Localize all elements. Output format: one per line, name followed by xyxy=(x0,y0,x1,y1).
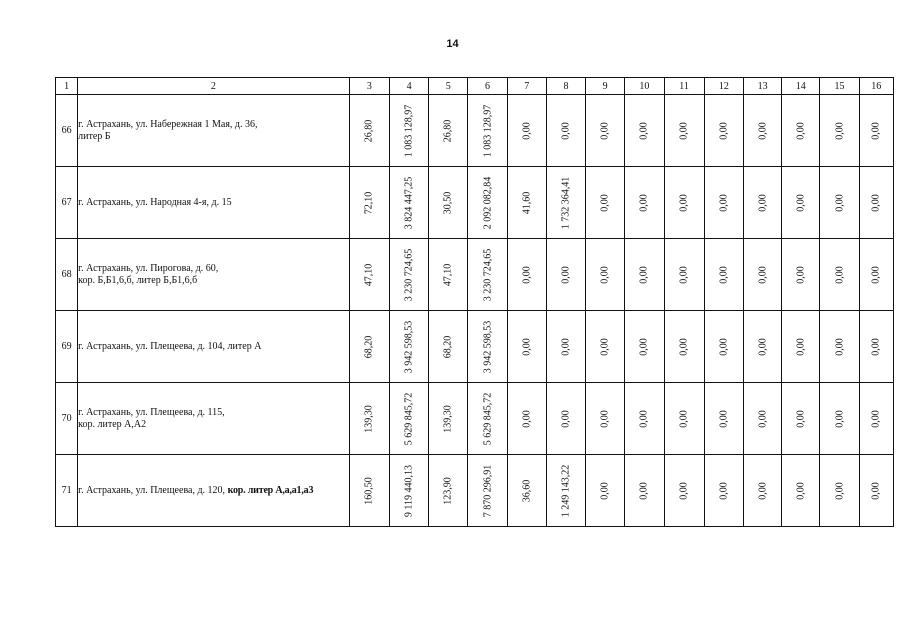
row-number: 71 xyxy=(56,455,78,527)
value-cell-col-10 xyxy=(625,95,664,167)
column-header-3: 3 xyxy=(349,78,389,95)
value-cell-col-6 xyxy=(468,311,507,383)
value-cell-col-8 xyxy=(546,239,585,311)
value-cell-col-12 xyxy=(704,311,743,383)
value-text: 0,00 xyxy=(560,121,572,140)
value-text: 0,00 xyxy=(678,337,690,356)
address-extra: кор. литер А,а,а1,а3 xyxy=(227,484,314,496)
value-text: 0,00 xyxy=(599,121,611,140)
value-text: 30,50 xyxy=(442,191,454,214)
value-text: 0,00 xyxy=(678,121,690,140)
value-cell-col-11 xyxy=(664,383,704,455)
value-cell-col-9 xyxy=(586,455,625,527)
value-cell-col-16 xyxy=(859,383,893,455)
value-cell-col-4 xyxy=(389,239,428,311)
address-cell xyxy=(78,383,350,455)
value-cell-col-10 xyxy=(625,311,664,383)
value-text: 0,00 xyxy=(521,337,533,356)
value-cell-col-8 xyxy=(546,383,585,455)
value-text: 0,00 xyxy=(757,337,769,356)
address-cell xyxy=(78,167,350,239)
value-text: 0,00 xyxy=(834,193,845,212)
value-text: 0,00 xyxy=(870,481,882,500)
value-cell-col-5 xyxy=(429,455,468,527)
value-text: 9 119 440,13 xyxy=(403,464,415,517)
value-text: 0,00 xyxy=(834,409,845,428)
value-text: 160,50 xyxy=(363,476,375,505)
value-text: 68,20 xyxy=(363,335,375,358)
value-cell-col-4 xyxy=(389,311,428,383)
value-cell-col-5 xyxy=(429,239,468,311)
value-text: 139,30 xyxy=(363,404,375,433)
value-text: 0,00 xyxy=(678,265,690,284)
value-cell-col-3 xyxy=(349,311,389,383)
value-text: 0,00 xyxy=(678,481,690,500)
value-cell-col-11 xyxy=(664,311,704,383)
value-text: 0,00 xyxy=(521,265,533,284)
value-cell-col-10 xyxy=(625,167,664,239)
value-cell-col-11 xyxy=(664,455,704,527)
value-cell-col-12 xyxy=(704,95,743,167)
value-text: 68,20 xyxy=(442,335,454,358)
table-row xyxy=(56,455,894,527)
value-cell-col-5 xyxy=(429,311,468,383)
value-cell-col-7 xyxy=(507,167,546,239)
value-text: 3 942 598,53 xyxy=(482,320,494,373)
value-cell-col-10 xyxy=(625,383,664,455)
column-header-10: 10 xyxy=(625,78,664,95)
value-cell-col-4 xyxy=(389,95,428,167)
value-text: 0,00 xyxy=(718,193,730,212)
row-number: 69 xyxy=(56,311,78,383)
table-body xyxy=(56,95,894,527)
value-text: 0,00 xyxy=(757,193,769,212)
column-header-7: 7 xyxy=(507,78,546,95)
value-text: 0,00 xyxy=(718,265,730,284)
value-cell-col-7 xyxy=(507,95,546,167)
value-cell-col-13 xyxy=(743,239,781,311)
value-text: 26,80 xyxy=(442,119,454,142)
value-text: 0,00 xyxy=(870,265,882,284)
value-cell-col-14 xyxy=(782,95,820,167)
address-line: кор. Б,Б1,6,б, литер Б,Б1,6,б xyxy=(78,274,198,286)
value-text: 0,00 xyxy=(599,409,611,428)
value-cell-col-10 xyxy=(625,455,664,527)
value-cell-col-14 xyxy=(782,455,820,527)
value-text: 0,00 xyxy=(795,481,807,500)
value-cell-col-6 xyxy=(468,383,507,455)
value-text: 3 230 724,65 xyxy=(482,248,494,301)
value-text: 0,00 xyxy=(870,409,882,428)
value-text: 0,00 xyxy=(870,121,882,140)
value-text: 0,00 xyxy=(599,265,611,284)
value-text: 47,10 xyxy=(363,263,375,286)
row-number: 70 xyxy=(56,383,78,455)
address-line: кор. литер А,А2 xyxy=(78,418,147,430)
value-cell-col-10 xyxy=(625,239,664,311)
value-text: 0,00 xyxy=(560,337,572,356)
value-text: 0,00 xyxy=(521,121,533,140)
value-text: 0,00 xyxy=(757,121,769,140)
value-text: 1 083 128,97 xyxy=(482,104,494,157)
value-text: 0,00 xyxy=(757,481,769,500)
column-header-15: 15 xyxy=(820,78,859,95)
value-cell-col-15 xyxy=(820,167,859,239)
value-cell-col-15 xyxy=(820,239,859,311)
value-text: 3 824 447,25 xyxy=(403,176,415,229)
address-cell xyxy=(78,311,350,383)
value-cell-col-13 xyxy=(743,311,781,383)
value-cell-col-6 xyxy=(468,455,507,527)
value-text: 0,00 xyxy=(834,337,845,356)
value-text: 123,90 xyxy=(442,476,454,505)
value-text: 47,10 xyxy=(442,263,454,286)
value-text: 72,10 xyxy=(363,191,375,214)
value-cell-col-15 xyxy=(820,383,859,455)
value-text: 0,00 xyxy=(638,481,650,500)
value-cell-col-9 xyxy=(586,95,625,167)
value-cell-col-8 xyxy=(546,95,585,167)
value-cell-col-9 xyxy=(586,311,625,383)
column-header-6: 6 xyxy=(468,78,507,95)
value-cell-col-16 xyxy=(859,239,893,311)
value-cell-col-3 xyxy=(349,239,389,311)
address-cell xyxy=(78,455,350,527)
value-cell-col-9 xyxy=(586,167,625,239)
value-text: 36,60 xyxy=(521,479,533,502)
address-line: г. Астрахань, ул. Народная 4-я, д. 15 xyxy=(78,196,232,208)
value-text: 0,00 xyxy=(560,265,572,284)
value-cell-col-11 xyxy=(664,95,704,167)
value-cell-col-3 xyxy=(349,455,389,527)
value-text: 0,00 xyxy=(638,337,650,356)
value-text: 0,00 xyxy=(718,481,730,500)
value-text: 1 732 364,41 xyxy=(560,176,572,229)
value-cell-col-16 xyxy=(859,167,893,239)
value-text: 5 629 845,72 xyxy=(482,392,494,445)
value-text: 0,00 xyxy=(718,337,730,356)
value-cell-col-6 xyxy=(468,95,507,167)
address-line: г. Астрахань, ул. Плещеева, д. 120, xyxy=(78,484,226,496)
value-cell-col-3 xyxy=(349,167,389,239)
value-text: 3 942 598,53 xyxy=(403,320,415,373)
value-text: 0,00 xyxy=(521,409,533,428)
value-cell-col-12 xyxy=(704,167,743,239)
value-cell-col-16 xyxy=(859,311,893,383)
value-text: 0,00 xyxy=(795,337,807,356)
value-text: 0,00 xyxy=(757,409,769,428)
value-text: 7 870 296,91 xyxy=(482,464,494,517)
address-line: г. Астрахань, ул. Плещеева, д. 104, литер А xyxy=(78,340,262,352)
value-text: 0,00 xyxy=(678,193,690,212)
value-text: 0,00 xyxy=(599,337,611,356)
value-text: 0,00 xyxy=(795,121,807,140)
register-table xyxy=(55,77,894,527)
value-cell-col-13 xyxy=(743,455,781,527)
page-number: 14 xyxy=(446,38,459,50)
value-text: 1 083 128,97 xyxy=(403,104,415,157)
value-cell-col-5 xyxy=(429,95,468,167)
value-cell-col-6 xyxy=(468,239,507,311)
value-cell-col-11 xyxy=(664,239,704,311)
value-text: 0,00 xyxy=(834,265,845,284)
value-text: 0,00 xyxy=(718,409,730,428)
value-cell-col-15 xyxy=(820,95,859,167)
value-cell-col-15 xyxy=(820,311,859,383)
table-row xyxy=(56,95,894,167)
value-cell-col-6 xyxy=(468,167,507,239)
header-row xyxy=(56,78,894,95)
table-row xyxy=(56,383,894,455)
address-cell xyxy=(78,95,350,167)
column-header-1: 1 xyxy=(56,78,78,95)
value-text: 0,00 xyxy=(870,193,882,212)
address-line: г. Астрахань, ул. Набережная 1 Мая, д. 36, xyxy=(78,118,258,130)
value-cell-col-13 xyxy=(743,95,781,167)
value-cell-col-3 xyxy=(349,95,389,167)
value-cell-col-5 xyxy=(429,167,468,239)
value-text: 0,00 xyxy=(795,409,807,428)
row-number: 68 xyxy=(56,239,78,311)
value-cell-col-8 xyxy=(546,455,585,527)
column-header-9: 9 xyxy=(586,78,625,95)
value-text: 0,00 xyxy=(678,409,690,428)
row-number: 67 xyxy=(56,167,78,239)
value-cell-col-13 xyxy=(743,383,781,455)
address-line: г. Астрахань, ул. Пирогова, д. 60, xyxy=(78,262,219,274)
value-text: 26,80 xyxy=(363,119,375,142)
address-line: г. Астрахань, ул. Плещеева, д. 115, xyxy=(78,406,225,418)
value-text: 0,00 xyxy=(870,337,882,356)
value-cell-col-14 xyxy=(782,383,820,455)
value-text: 41,60 xyxy=(521,191,533,214)
value-cell-col-12 xyxy=(704,383,743,455)
value-cell-col-3 xyxy=(349,383,389,455)
value-cell-col-4 xyxy=(389,167,428,239)
value-text: 0,00 xyxy=(599,481,611,500)
value-text: 0,00 xyxy=(638,409,650,428)
value-text: 5 629 845,72 xyxy=(403,392,415,445)
address-cell xyxy=(78,239,350,311)
column-header-12: 12 xyxy=(704,78,743,95)
table-row xyxy=(56,239,894,311)
value-cell-col-12 xyxy=(704,455,743,527)
value-text: 0,00 xyxy=(599,193,611,212)
value-text: 0,00 xyxy=(757,265,769,284)
value-cell-col-12 xyxy=(704,239,743,311)
value-cell-col-9 xyxy=(586,383,625,455)
address-line: литер Б xyxy=(78,130,111,142)
value-text: 0,00 xyxy=(718,121,730,140)
value-cell-col-13 xyxy=(743,167,781,239)
table-row xyxy=(56,167,894,239)
value-cell-col-7 xyxy=(507,239,546,311)
value-cell-col-14 xyxy=(782,167,820,239)
column-header-5: 5 xyxy=(429,78,468,95)
column-header-14: 14 xyxy=(782,78,820,95)
value-text: 0,00 xyxy=(638,121,650,140)
value-text: 0,00 xyxy=(795,193,807,212)
column-header-2: 2 xyxy=(78,78,350,95)
column-header-13: 13 xyxy=(743,78,781,95)
value-cell-col-4 xyxy=(389,383,428,455)
value-cell-col-7 xyxy=(507,311,546,383)
value-cell-col-14 xyxy=(782,311,820,383)
column-header-4: 4 xyxy=(389,78,428,95)
value-text: 0,00 xyxy=(795,265,807,284)
value-text: 2 092 082,84 xyxy=(482,176,494,229)
value-text: 0,00 xyxy=(638,265,650,284)
value-text: 3 230 724,65 xyxy=(403,248,415,301)
column-header-8: 8 xyxy=(546,78,585,95)
column-header-11: 11 xyxy=(664,78,704,95)
value-text: 0,00 xyxy=(560,409,572,428)
value-text: 139,30 xyxy=(442,404,454,433)
value-cell-col-7 xyxy=(507,455,546,527)
value-cell-col-11 xyxy=(664,167,704,239)
value-cell-col-15 xyxy=(820,455,859,527)
value-cell-col-5 xyxy=(429,383,468,455)
column-header-16: 16 xyxy=(859,78,893,95)
value-cell-col-16 xyxy=(859,455,893,527)
value-cell-col-16 xyxy=(859,95,893,167)
value-text: 0,00 xyxy=(638,193,650,212)
value-cell-col-8 xyxy=(546,167,585,239)
table-row xyxy=(56,311,894,383)
value-cell-col-9 xyxy=(586,239,625,311)
value-cell-col-7 xyxy=(507,383,546,455)
value-text: 0,00 xyxy=(834,481,845,500)
value-text: 1 249 143,22 xyxy=(560,464,572,517)
value-cell-col-14 xyxy=(782,239,820,311)
value-cell-col-8 xyxy=(546,311,585,383)
row-number: 66 xyxy=(56,95,78,167)
value-cell-col-4 xyxy=(389,455,428,527)
value-text: 0,00 xyxy=(834,121,845,140)
